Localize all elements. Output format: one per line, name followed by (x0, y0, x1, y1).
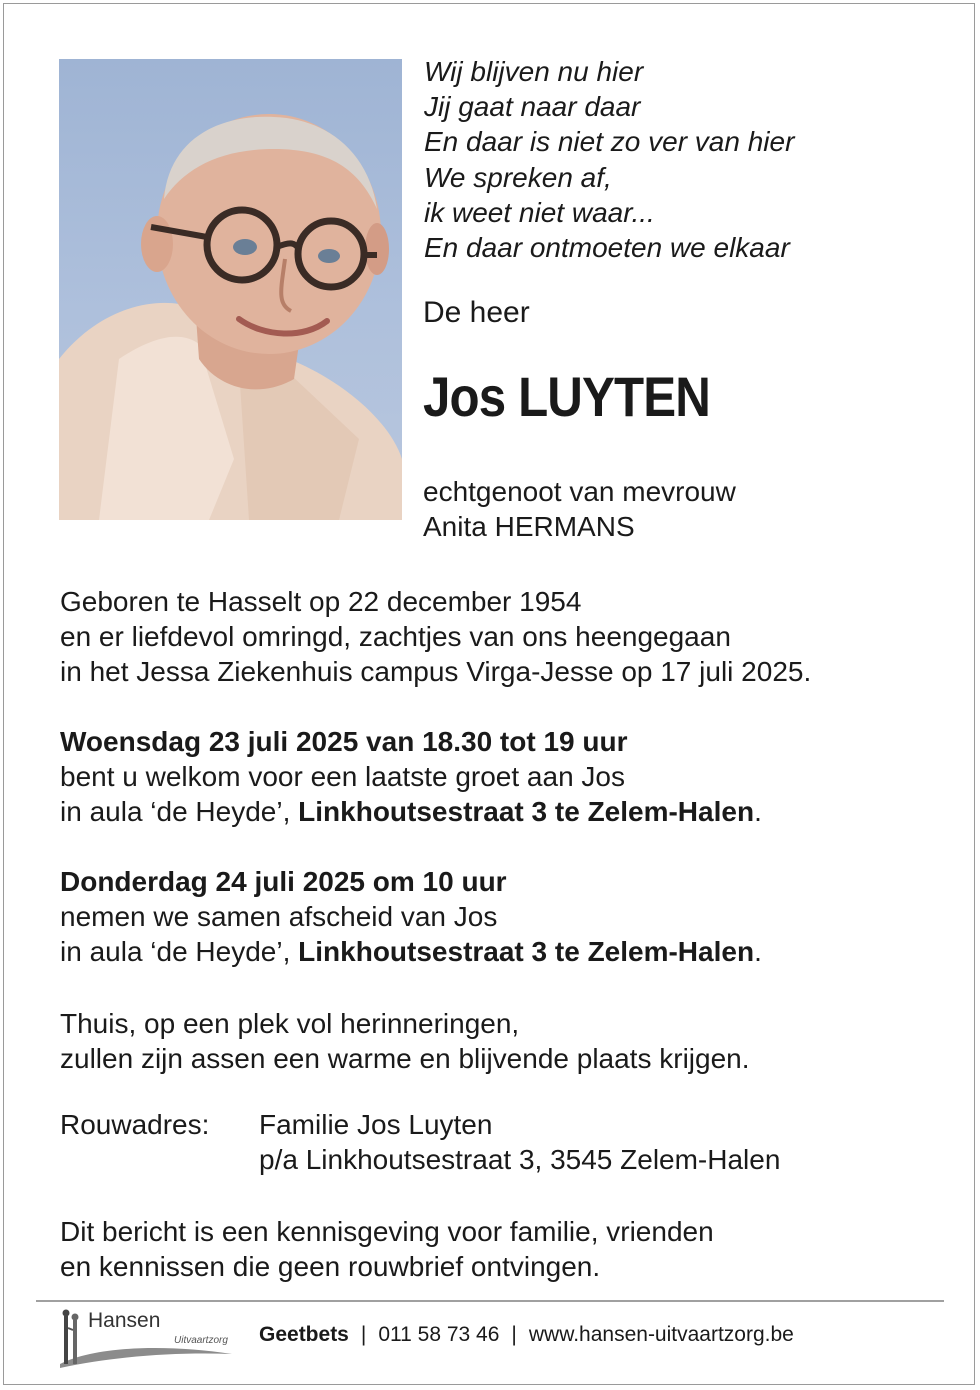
website-link[interactable]: www.hansen-uitvaartzorg.be (528, 1323, 794, 1346)
separator: | (511, 1323, 517, 1346)
punctuation: . (754, 796, 762, 827)
spouse-name: Anita HERMANS (423, 511, 635, 542)
text-line (60, 794, 762, 829)
poem-line: En daar ontmoeten we elkaar (424, 232, 790, 264)
address-line: p/a Linkhoutsestraat 3, 3545 Zelem-Halen (259, 1144, 781, 1175)
ashes-note (60, 1006, 750, 1076)
visitation-block (60, 724, 762, 829)
venue-address: Linkhoutsestraat 3 te Zelem-Halen (298, 796, 755, 827)
text-line: bent u welkom voor een laatste groet aan Jos (60, 761, 626, 792)
phone-number: 011 58 73 46 (378, 1323, 500, 1346)
logo-name: Hansen (88, 1309, 161, 1332)
address-line: Familie Jos Luyten (259, 1109, 493, 1140)
portrait-illustration (59, 59, 402, 520)
poem-line: Jij gaat naar daar (424, 91, 641, 123)
poem-line: ik weet niet waar... (424, 196, 655, 228)
text-line: Dit bericht is een kennisgeving voor familie, vrienden (60, 1216, 714, 1247)
punctuation: . (754, 936, 762, 967)
farewell-heading: Donderdag 24 juli 2025 om 10 uur (60, 866, 507, 897)
deceased-name: Jos LUYTEN (423, 365, 710, 428)
separator: | (360, 1323, 367, 1346)
text-line: Geboren te Hasselt op 22 december 1954 (60, 586, 582, 617)
poem-line: En daar is niet zo ver van hier (424, 126, 795, 158)
visitation-heading: Woensdag 23 juli 2025 van 18.30 tot 19 uur (60, 726, 628, 757)
honorific: De heer (423, 296, 530, 329)
footer-divider (36, 1300, 944, 1302)
text-line: Thuis, op een plek vol herinneringen, (60, 1008, 520, 1039)
contact-footer (259, 1323, 794, 1347)
address-label: Rouwadres: (60, 1109, 210, 1140)
text-line: en kennissen die geen rouwbrief ontvingen. (60, 1251, 601, 1282)
text-line: nemen we samen afscheid van Jos (60, 901, 498, 932)
funeral-home-logo (56, 1306, 236, 1370)
spouse-info (423, 474, 736, 544)
venue-text: in aula ‘de Heyde’, (60, 796, 299, 827)
spouse-relation: echtgenoot van mevrouw (423, 476, 736, 507)
logo-subtitle: Uitvaartzorg (174, 1335, 228, 1346)
venue-address: Linkhoutsestraat 3 te Zelem-Halen (298, 936, 755, 967)
text-line: in het Jessa Ziekenhuis campus Virga-Jesse op 17 juli 2025. (60, 656, 812, 687)
portrait-photo (59, 59, 402, 520)
text-line: zullen zijn assen een warme en blijvende plaats krijgen. (60, 1043, 750, 1074)
text-line: en er liefdevol omringd, zachtjes van ons heengegaan (60, 621, 731, 652)
birth-death-details (60, 584, 811, 689)
mourning-address (259, 1107, 780, 1177)
poem-line: Wij blijven nu hier (424, 56, 644, 87)
poem-line: We spreken af, (424, 161, 612, 193)
venue-text: in aula ‘de Heyde’, (60, 936, 299, 967)
poem (424, 54, 794, 265)
notice-text (60, 1214, 714, 1284)
farewell-block (60, 864, 762, 969)
text-line (60, 934, 762, 969)
town: Geetbets (259, 1323, 349, 1346)
